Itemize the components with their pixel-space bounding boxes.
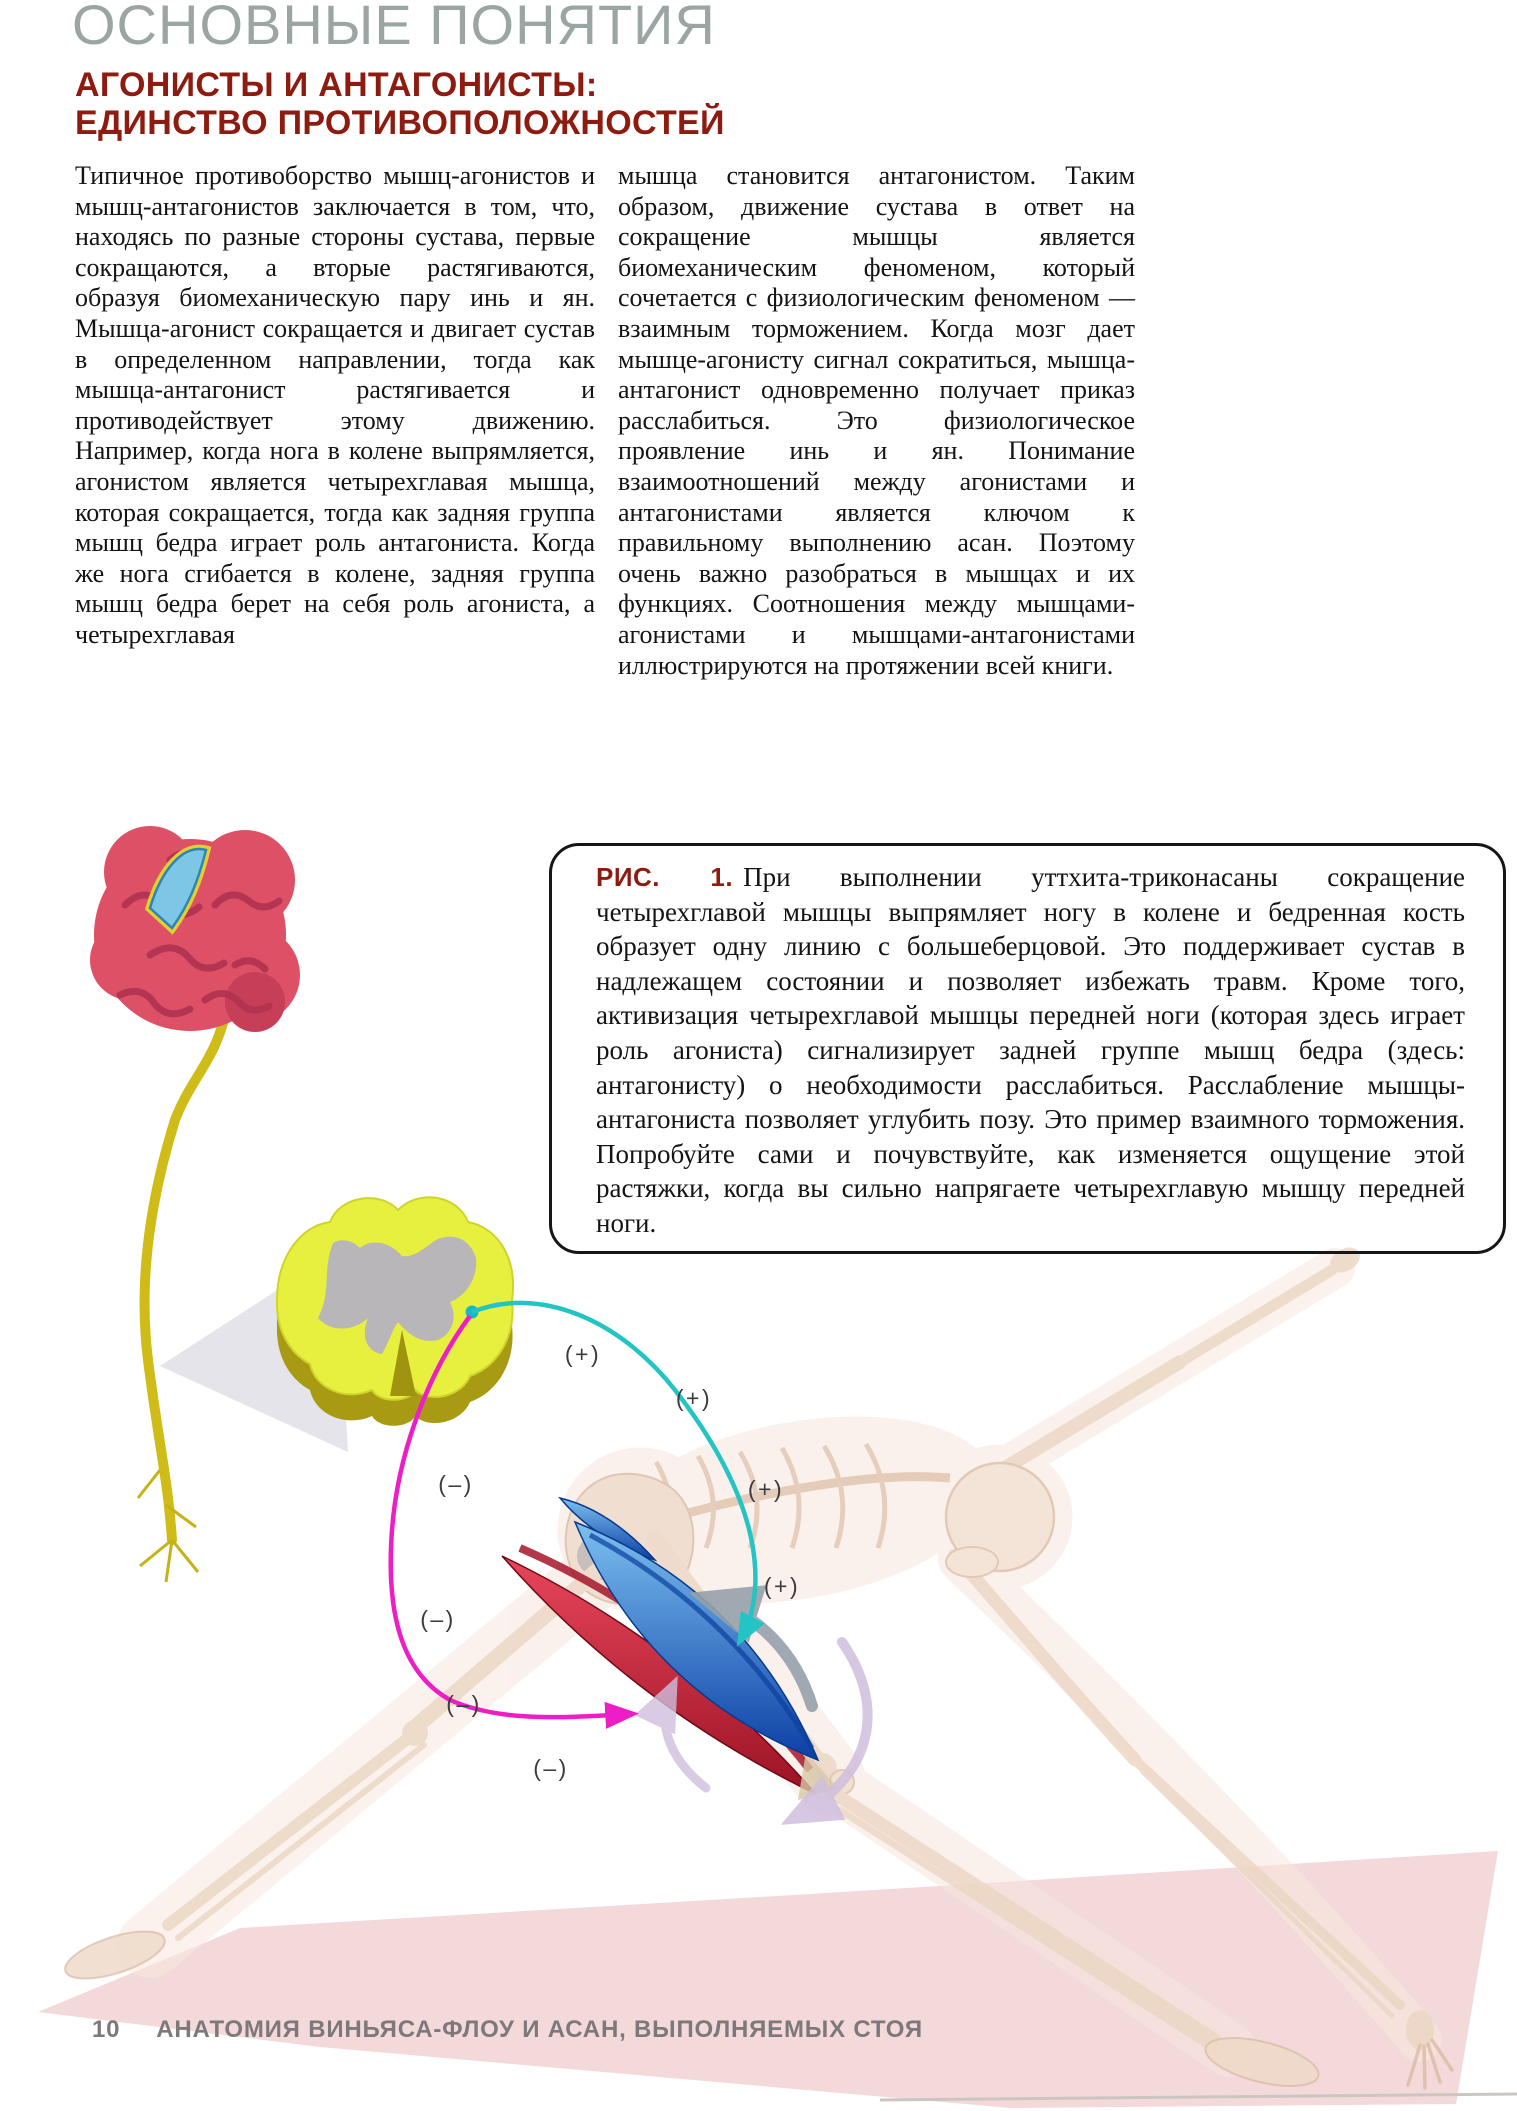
minus-sign-label: (–) — [420, 1606, 456, 1632]
book-title: АНАТОМИЯ ВИНЬЯСА-ФЛОУ И АСАН, ВЫПОЛНЯЕМЫХ СТОЯ — [156, 2016, 923, 2043]
figure-caption-text: При выполнении уттхита-триконасаны сокращение четырехглавой мышцы выпрямляет ногу в колене и бедренная кость образует одну линию с большеберцовой. Это поддерживает сустав в надлежащем состоянии и позволяет избежать травм. Кроме того, активизация четырехглавой мышцы передней ноги (которая здесь играет роль агониста) сигнализирует задней группе мышц бедра (здесь: антагонисту) о необходимости расслабиться. Расслабление мышцы-антагониста позволяет углубить позу. Это пример взаимного торможения. Попробуйте сами и почувствуйте, как изменяется ощущение этой растяжки, когда вы сильно напрягаете четырехглавую мышцу передней ноги. — [596, 862, 1466, 1238]
page-footer — [92, 2016, 923, 2044]
spinal-cord — [144, 1015, 225, 1540]
brain-illustration — [90, 826, 300, 1582]
page-number: 10 — [92, 2016, 121, 2043]
minus-sign-label: (–) — [438, 1471, 474, 1497]
article-title-line1: АГОНИСТЫ И АНТАГОНИСТЫ: — [75, 66, 598, 104]
figure-label: РИС. 1. — [596, 862, 734, 892]
plus-sign-label: (+) — [747, 1476, 785, 1502]
article-title-line2: ЕДИНСТВО ПРОТИВОПОЛОЖНОСТЕЙ — [75, 104, 725, 142]
body-column-left: Типичное противоборство мышц-агонистов и мышц-антагонистов заключается в том, что, находясь по разные стороны сустава, первые сокращаются, а вторые растягиваются, образуя биомеханическую пару инь и ян. Мышца-агонист сокращается и двигает сустав в определенном направлении, тогда как мышца-антагонист растягивается и противодействует этому движению. Например, когда нога в колене выпрямляется, агонистом является четырехглавая мышца, которая сокращается, тогда как задняя группа мышц бедра играет роль антагониста. Когда же нога сгибается в колене, задняя группа мышц бедра берет на себя роль агониста, а четырехглавая — [75, 161, 595, 649]
plus-sign-label: (+) — [564, 1341, 602, 1367]
plus-sign-label: (+) — [763, 1573, 801, 1599]
figure-caption-box — [549, 843, 1506, 1254]
minus-sign-label: (–) — [446, 1691, 482, 1717]
section-kicker: ОСНОВНЫЕ ПОНЯТИЯ — [72, 0, 716, 56]
plus-sign-label: (+) — [675, 1385, 713, 1411]
jaw — [946, 1547, 998, 1577]
body-column-right: мышца становится антагонистом. Таким образом, движение сустава в ответ на сокращение мышцы является биомеханическим феноменом, который сочетается с физиологическим феноменом — взаимным торможением. Когда мозг дает мышце-агонисту сигнал сократиться, мышца-антагонист одновременно получает приказ расслабиться. Это физиологическое проявление инь и ян. Понимание взаимоотношений между агонистами и антагонистами является ключом к правильному выполнению асан. Поэтому очень важно разобраться в мышцах и их функциях. Соотношения между мышцами-агонистами и мышцами-антагонистами иллюстрируются на протяжении всей книги. — [618, 161, 1135, 680]
minus-sign-label: (–) — [533, 1755, 569, 1781]
brain — [90, 826, 300, 1032]
